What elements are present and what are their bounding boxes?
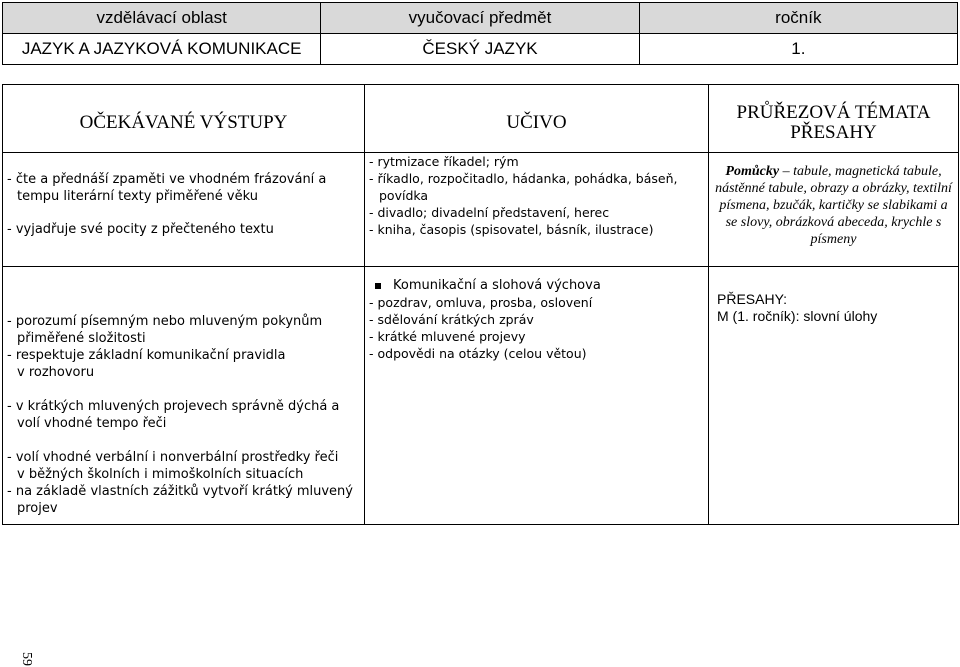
subject-header-table: [2, 2, 958, 65]
output-line: volí vhodné tempo řeči: [17, 416, 167, 431]
curriculum-line: - sdělování krátkých zpráv: [369, 312, 534, 327]
curriculum-table: [2, 84, 959, 525]
output-line: tempu literární texty přiměřené věku: [17, 189, 258, 204]
output-line: - vyjadřuje své pocity z přečteného textu: [7, 222, 274, 237]
row1-themes: [709, 153, 959, 267]
column-header-curriculum: UČIVO: [365, 85, 709, 153]
output-line: projev: [17, 501, 58, 516]
curriculum-line: - rytmizace říkadel; rým: [369, 154, 519, 169]
row2-themes: [709, 267, 959, 525]
section-heading: Komunikační a slohová výchova: [369, 277, 704, 294]
value-grade: 1.: [639, 34, 957, 65]
overlap-heading: PŘESAHY:: [717, 291, 788, 307]
output-line: v rozhovoru: [17, 365, 95, 380]
output-line: - na základě vlastních zážitků vytvoří krátký mluvený: [7, 484, 353, 499]
row2-outputs: [3, 267, 365, 525]
column-header-themes: PRŮŘEZOVÁ TÉMATA PŘESAHY: [709, 85, 959, 153]
curriculum-line: povídka: [379, 188, 429, 203]
curriculum-line: - divadlo; divadelní představení, herec: [369, 205, 610, 220]
output-line: v běžných školních i mimoškolních situacích: [17, 467, 304, 482]
curriculum-line: - kniha, časopis (spisovatel, básník, ilustrace): [369, 222, 654, 237]
output-line: - respektuje základní komunikační pravidla: [7, 348, 286, 363]
value-area: JAZYK A JAZYKOVÁ KOMUNIKACE: [3, 34, 321, 65]
output-line: - v krátkých mluvených projevech správně dýchá a: [7, 399, 340, 414]
row1-curriculum: [365, 153, 709, 267]
label-area: vzdělávací oblast: [3, 3, 321, 34]
label-grade: ročník: [639, 3, 957, 34]
output-line: - volí vhodné verbální i nonverbální prostředky řeči: [7, 450, 339, 465]
output-line: přiměřené složitosti: [17, 331, 146, 346]
curriculum-line: - říkadlo, rozpočitadlo, hádanka, pohádka, báseň,: [369, 171, 678, 186]
aids-text: – tabule, magnetická tabule, nástěnné tabule, obrazy a obrázky, textilní písmena, bzučák, kartičky se slabikami a se slovy, obrázková abeceda, krychle s písmeny: [715, 164, 952, 247]
curriculum-line: - pozdrav, omluva, prosba, oslovení: [369, 295, 593, 310]
label-subject: vyučovací předmět: [321, 3, 639, 34]
curriculum-line: - odpovědi na otázky (celou větou): [369, 346, 587, 361]
output-line: - porozumí písemným nebo mluveným pokynům: [7, 314, 323, 329]
page-number: 59: [19, 652, 34, 666]
square-bullet-icon: [375, 283, 381, 289]
curriculum-line: - krátké mluvené projevy: [369, 329, 526, 344]
column-header-outputs: OČEKÁVANÉ VÝSTUPY: [3, 85, 365, 153]
overlap-text: M (1. ročník): slovní úlohy: [717, 308, 878, 324]
row2-curriculum: [365, 267, 709, 525]
row1-outputs: [3, 153, 365, 267]
value-subject: ČESKÝ JAZYK: [321, 34, 639, 65]
output-line: - čte a přednáší zpaměti ve vhodném frázování a: [7, 172, 327, 187]
aids-label: Pomůcky: [725, 164, 780, 179]
